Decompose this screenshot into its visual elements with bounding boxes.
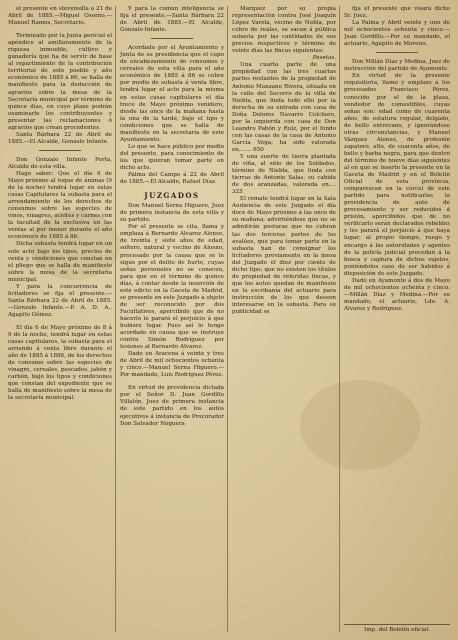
notice-paragraph: Hago saber: Que el día 6 de Mayo próximo al toque de ánimas (9 de la noche) tendrá lugar en estas casas Capitulares la subasta para el arrendamiento de los derechos de consumos sobre las especies de vinos, vinagres, aceites y carnes con la facultad de la exclusiva en las ventas al por menor durante el año económico de 1885 á 86. xyxy=(8,170,112,241)
column-label: Pesetas. xyxy=(312,55,336,62)
notice-paragraph: Acordado por el Ayuntamiento y Junta de su presidencia que el cupo de encabezamiento de consumos y cereales de esta villa para el año económico de 1885 á 86 se cobre por medio de subasta á venta libre, tendrá lugar el acto para la misma en estas casas capitulares el día trece de Mayo próximo venidero, desde las once de la mañana hasta la una de la tarde, bajo el tipo y condiciones que se halla de manifiesto en la secretaría de este Ayuntamiento. xyxy=(120,45,224,143)
notice-paragraph: Don Gonzalo Infante Porta, Alcalde de esta villa. xyxy=(8,156,112,170)
notice-paragraph: Don Manuel Serna Higuero, Juez de primera instancia de esta villa y su partido. xyxy=(120,203,224,224)
notice-paragraph: En virtud de providencia dictada por el Señor D. Juan Gordillo Villalón, Juez de primera instancia de este partido en los autos ejecutivos á instancia de Procurador Don Salvador Noguera xyxy=(120,385,224,427)
section-heading: JUZGADOS xyxy=(144,191,200,201)
notice-paragraph: Terminado por la Junta pericial el apéndice al amillaramiento de la riqueza inmueble, cultivo y ganadería que ha de servir de base al repartimiento de la contribución territorial de este pueblo y año económico de 1885 á 86, se halla de manifiesto para la deducción de agravios sobre la mesa de la Secretaría municipal por término de quince días, en cuyo plazo podrán examinarle los contribuyentes y presentar las reclamaciones ó agravios que crean procedentes. xyxy=(8,33,112,131)
notice-paragraph: Marquez por su propia representación contra José Joaquín López Varela, vecino de Nebla, por cobro de reales, se sacan á pública subasta por las cantidades de sus precios respectivos y término de veinte días las fincas siguientes: xyxy=(232,6,336,55)
section-rule xyxy=(39,150,81,151)
notice-paragraph: La Palma y Abril veinte y uno de mil ochocientos ochenta y cinco.—Juan Gordillo.—Por su mandado, el actuario, Agapito de Moreno. xyxy=(344,20,450,48)
notice-paragraph: Una cuarta parte de una propiedad con las tres cuartas partes restantes de la propiedad de Antonio Manzano Rivera, situada en la calle del Socorro de la villa de Niebla, que linda todo ello por la derecha de su entrada con casa de Doña Dolores Navarro Colchero, por la izquierda con casa de Don Leandro Pabón y Ruiz, por el fondo con las casas de la casa de Antonio García Vega; ha sido valorada en....... 650 xyxy=(232,62,336,153)
column-divider xyxy=(339,6,340,632)
notice-paragraph: El día 6 de Mayo próximo de 8 á 9 de la noche, tendrá lugar en estas casas capitulares, la subasta para el arriendo á venta libre durante el año de 1885 á 1886, de los derechos de consumo sobre las especies de vinagre, cereales, pescados, jabón y carbón, bajo los tipos y condiciones que constan del expediente que se halla de manifiesto sobre la mesa de la secretaría municipal. xyxy=(8,324,112,402)
notice-paragraph: Dado en Aracena á veinte y tres de Abril de mil ochocientos ochenta y cinco.—Manuel Serna Higuero.—Por mandado, Luis Rodríguez Pérez. xyxy=(120,351,224,379)
notice-paragraph: Dicha subasta tendrá lugar en un solo acto bajo los tipos, precios de venta y condiciones que constan en el pliego que se halla de manifiesto sobre la mesa de la secretaría municipal. xyxy=(8,241,112,283)
column-divider xyxy=(115,6,116,632)
notice-paragraph: Palma del Campo á 22 de Abril de 1885.—El Alcalde, Rafael Díaz. xyxy=(120,172,224,186)
column-3 xyxy=(232,6,336,634)
notice-paragraph: Por el presente se cita, llama y emplaza á Bernardo Alvarez Alonso, de treinta y siete años de edad, soltero, natural y vecino de Alosno, procesado por la causa que se le sigue por el delito de hurto, cuyas señas personales no se conocen, para que en el término de quince días, á contar desde la inserción de este edicto en la Gaceta de Madrid, se presente en este Juzgado á objeto de ser reconocido por dos Facultativos, apercibido que de no hacerlo le parará el perjuicio á que hubiere lugar. Pues así lo tengo acordado en causa que se instruye contra Simón Rodríguez por lesiones al Bernardo Alvarez. xyxy=(120,224,224,351)
column-1 xyxy=(8,6,112,634)
notice-paragraph: Santa Bárbara 22 de Abril de 1885.—El Alcalde, Gonzalo Infante. xyxy=(8,131,112,145)
notice-paragraph: El remate tendrá lugar en la Sala Audiencia de este Juzgado el día doce de Mayo próximo á las once de su mañana; advirtiéndose que no se admitirán posturas que no cubran las dos terceras partes de los avalúos, que para tomar parte en la subasta han de consignar los licitadores previamente en la mesa del Juzgado el diez por ciento de dicho tipo; que no existen los títulos de propiedad de referidas fincas, y que los autos quedan de manifiesto en la escribanía del actuario para instrucción de los que deseen interesarse en la subasta. Para su publicidad se xyxy=(232,196,336,316)
notice-paragraph: En virtud de la presente requisitoria, llamo y emplazo á los procesados Francisco Pérez, conocido por el de la plaza, vendedor de comestibles, cuyas señas son: edad como de cuarenta años, de estatura regular, delgado, de bello entrecano, y ignorándose otras circunstancias, y Manuel Vázquez Alonso, de profesión zapatero, alto, de cuarenta años, de bello y barba negra, para que dentro del término de nueve días siguientes al en que se inserte la presente en la Gaceta de Madrid y en el Boletín Oficial de esta provincia, comparezcan en la cárcel de este partido para notificarles la providencia de auto de procesamiento y ser reducidos á prisión, apercibidos que de no verificarlo serán declarados rebeldes y les parará el perjuicio á que haya lugar; al propio tiempo, ruego y encargo á las autoridades y agentes de la policía judicial procedan á la busca y captura de dichos sujetos, poniéndolos caso de ser habidos á disposición de este Juzgado. xyxy=(344,73,450,277)
column-2 xyxy=(120,6,224,634)
notice-paragraph: el presente en stevensilla á 21 de Abril de 1885.—Miguel Osorno.—Manuel Ramos, Secretario. xyxy=(8,6,112,27)
section-rule xyxy=(151,38,193,39)
printer-imprint: Imp. del Boletín oficial. xyxy=(344,624,450,634)
notice-paragraph: Y para la concurrencia de licitadores se fija el presente.—Santa Bárbara 22 de Abril de 1885.—Gonzalo Infante.—P. A. D. A., Agapito Gómez. xyxy=(8,283,112,318)
notice-paragraph: Dado en Ayamonte á dos de Mayo de mil ochocientos ochenta y cinco.—Millán Díaz y Medina.—Por su mandado, el actuario, Ldo. A. Alvarez y Rodríguez. xyxy=(344,277,450,312)
section-rule xyxy=(376,52,418,53)
column-divider xyxy=(227,6,228,632)
notice-paragraph: Lo que se hace público por medio del presente, para conocimiento de los que quieran tomar parte en dicho acto. xyxy=(120,143,224,171)
notice-paragraph: Y para la común inteligencia se fija el presente.—Santa Bárbara 22 de Abril de 1885.—El Alcalde, Gonzalo Infante. xyxy=(120,6,224,34)
notice-paragraph: Y una suerte de tierra plantada de viña, al sitio de los Soldados, término de Niebla, que linda con tierras de Antonio Salas, su cabida de dos aranzadas, valorada en.... 325 xyxy=(232,153,336,196)
notice-paragraph: Don Millán Díaz y Medina, Juez de instrucción del partido de Ayamonte. xyxy=(344,59,450,73)
column-4 xyxy=(344,6,450,634)
notice-paragraph: fija el presente que visará dicho Sr. Juez. xyxy=(344,6,450,20)
